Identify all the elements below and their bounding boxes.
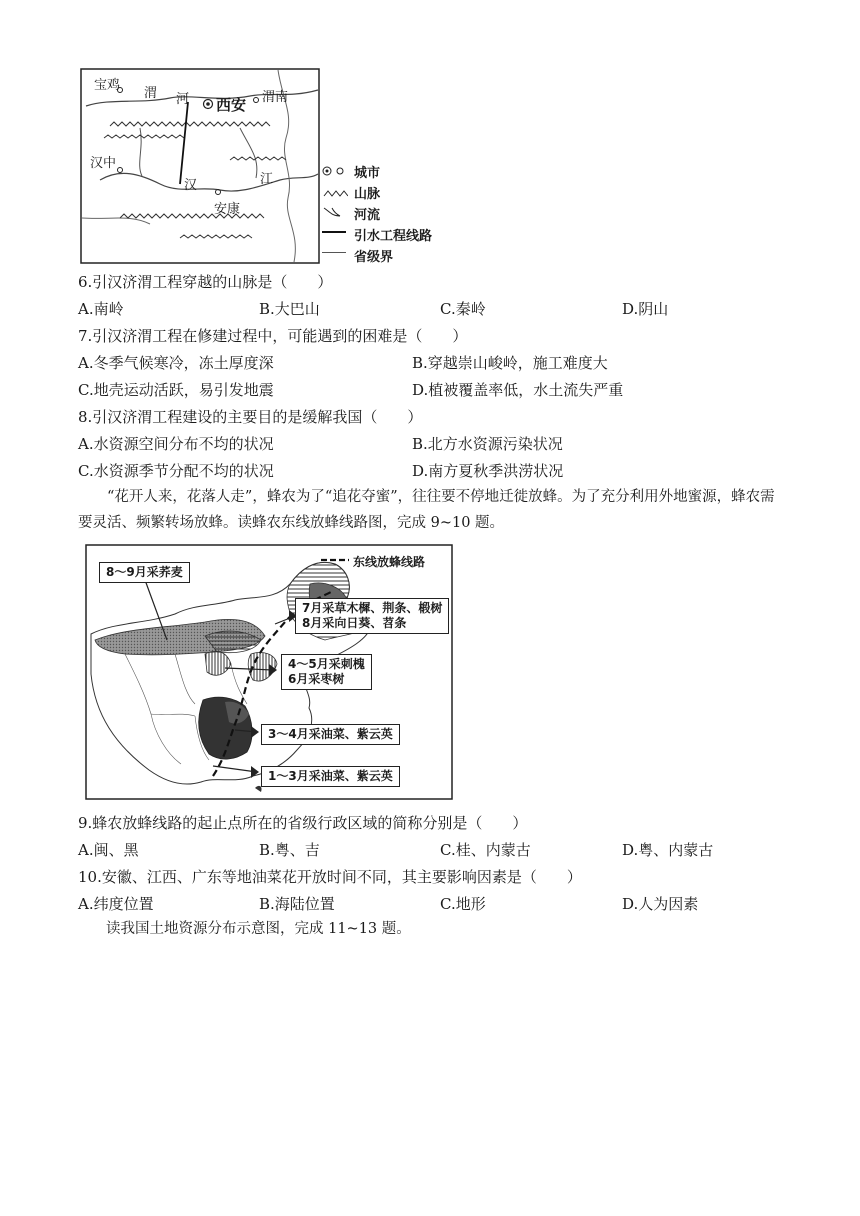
bee-box-northeast-line2: 8月采向日葵、苕条 bbox=[302, 616, 407, 630]
question-6-stem: 6.引汉济渭工程穿越的山脉是（ ） bbox=[78, 273, 333, 291]
question-6-option-c[interactable]: C.秦岭 bbox=[440, 300, 486, 318]
legend-river: 河流 bbox=[354, 208, 381, 223]
question-8-option-c[interactable]: C.水资源季节分配不均的状况 bbox=[78, 462, 274, 480]
city-label-ankang: 安康 bbox=[214, 202, 241, 217]
city-legend-icon bbox=[322, 165, 340, 181]
hanjiwei-map bbox=[80, 68, 320, 264]
question-7-option-b[interactable]: B.穿越崇山峻岭，施工难度大 bbox=[412, 354, 608, 372]
question-10-option-c[interactable]: C.地形 bbox=[440, 895, 486, 913]
question-7-option-c[interactable]: C.地壳运动活跃，易引发地震 bbox=[78, 381, 274, 399]
question-9-option-a[interactable]: A.闽、黑 bbox=[78, 841, 139, 859]
land-intro-text: 读我国土地资源分布示意图，完成 11~13 题。 bbox=[106, 921, 411, 937]
question-8-option-d[interactable]: D.南方夏秋季洪涝状况 bbox=[412, 462, 564, 480]
city-label-hanzhong: 汉中 bbox=[90, 156, 117, 171]
question-10-option-b[interactable]: B.海陆位置 bbox=[259, 895, 335, 913]
legend-city: 城市 bbox=[354, 166, 381, 181]
city-label-baoji: 宝鸡 bbox=[94, 78, 121, 93]
bee-box-locust-line1: 4～5月采刺槐 bbox=[288, 657, 365, 671]
question-9-option-c[interactable]: C.桂、内蒙古 bbox=[440, 841, 531, 859]
river-label-wei-2: 河 bbox=[176, 92, 190, 107]
question-7-option-a[interactable]: A.冬季气候寒冷，冻土厚度深 bbox=[78, 354, 274, 372]
bee-box-northeast bbox=[295, 598, 449, 634]
bee-box-buckwheat-text: 8～9月采荞麦 bbox=[106, 565, 183, 579]
river-label-wei-1: 渭 bbox=[144, 86, 158, 101]
legend-mountain: 山脉 bbox=[354, 187, 381, 202]
question-10-stem: 10.安徽、江西、广东等地油菜花开放时间不同，其主要影响因素是（ ） bbox=[78, 868, 582, 886]
bee-box-rapeseed-winter-text: 1～3月采油菜、紫云英 bbox=[268, 769, 393, 783]
city-label-xian: 西安 bbox=[216, 96, 247, 114]
bee-route-map bbox=[85, 544, 453, 800]
question-8-stem: 8.引汉济渭工程建设的主要目的是缓解我国（ ） bbox=[78, 408, 423, 426]
river-legend-icon bbox=[322, 206, 348, 224]
bee-box-buckwheat bbox=[99, 562, 190, 583]
question-10-option-d[interactable]: D.人为因素 bbox=[622, 895, 699, 913]
question-9-option-b[interactable]: B.粤、吉 bbox=[259, 841, 320, 859]
bee-intro-text: “花开人来，花落人走”，蜂农为了“追花夺蜜”，往往要不停地迁徙放蜂。为了充分利用外地蜜源，蜂农需要灵活、频繁转场放蜂。读蜂农东线放蜂线路图，完成 9~10 题。 bbox=[78, 489, 775, 531]
question-7-stem: 7.引汉济渭工程在修建过程中，可能遇到的困难是（ ） bbox=[78, 327, 468, 345]
question-9-stem: 9.蜂农放蜂线路的起止点所在的省级行政区域的简称分别是（ ） bbox=[78, 814, 528, 832]
bee-box-northeast-line1: 7月采草木樨、荆条、椴树 bbox=[302, 601, 443, 615]
bee-box-rapeseed-winter bbox=[261, 766, 400, 787]
question-6-option-a[interactable]: A.南岭 bbox=[78, 300, 124, 318]
river-label-han-2: 江 bbox=[260, 172, 274, 187]
question-6-option-b[interactable]: B.大巴山 bbox=[259, 300, 320, 318]
question-9-option-d[interactable]: D.粤、内蒙古 bbox=[622, 841, 714, 859]
question-6-option-d[interactable]: D.阴山 bbox=[622, 300, 669, 318]
question-8-option-b[interactable]: B.北方水资源污染状况 bbox=[412, 435, 563, 453]
bee-box-rapeseed-spring-text: 3～4月采油菜、紫云英 bbox=[268, 727, 393, 741]
border-legend-line bbox=[322, 252, 346, 253]
project-legend-line bbox=[322, 231, 346, 233]
question-7-option-d[interactable]: D.植被覆盖率低，水土流失严重 bbox=[412, 381, 624, 399]
bee-box-rapeseed-spring bbox=[261, 724, 400, 745]
bee-box-locust bbox=[281, 654, 372, 690]
legend-project: 引水工程线路 bbox=[354, 229, 433, 244]
mountain-legend-icon bbox=[322, 187, 348, 203]
bee-box-locust-line2: 6月采枣树 bbox=[288, 672, 345, 686]
bee-map-legend-label: 东线放蜂线路 bbox=[353, 555, 426, 569]
question-10-option-a[interactable]: A.纬度位置 bbox=[78, 895, 154, 913]
river-label-han-1: 汉 bbox=[184, 178, 198, 193]
question-8-option-a[interactable]: A.水资源空间分布不均的状况 bbox=[78, 435, 274, 453]
city-label-weinan: 渭南 bbox=[262, 90, 289, 105]
bee-intro-paragraph bbox=[78, 484, 778, 536]
legend-border: 省级界 bbox=[354, 250, 394, 265]
